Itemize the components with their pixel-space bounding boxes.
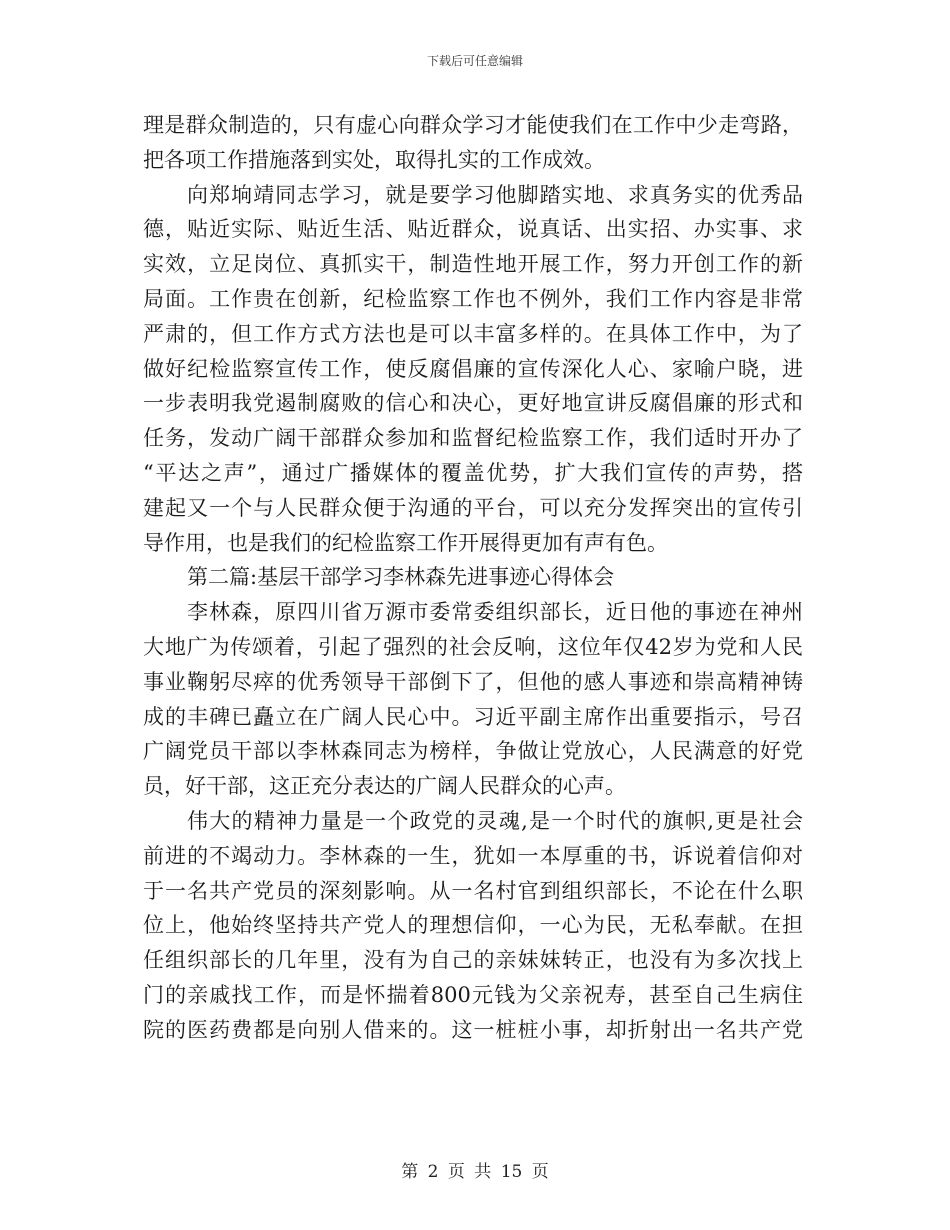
text-line: 于一名共产党员的深刻影响。从一名村官到组织部长，不论在什么职 [143,878,803,903]
text-line: “平达之声”，通过广播媒体的覆盖优势，扩大我们宣传的声势，搭 [143,460,803,485]
document-body [143,108,803,1048]
text-line: 局面。工作贵在创新，纪检监察工作也不例外，我们工作内容是非常 [143,286,803,311]
text-line: 导作用，也是我们的纪检监察工作开展得更加有声有色。 [143,530,668,555]
page-header: 下载后可任意编辑 [426,54,523,68]
text-line: 任务，发动广阔干部群众参加和监督纪检监察工作，我们适时开办了 [143,426,803,451]
text-line: 成的丰碑已矗立在广阔人民心中。习近平副主席作出重要指示，号召 [143,704,803,729]
text-line: 位上，他始终坚持共产党人的理想信仰，一心为民，无私奉献。在担 [143,913,803,938]
text-line: 伟大的精神力量是一个政党的灵魂,是一个时代的旗帜,更是社会 [187,808,803,833]
text-line: 向郑垧靖同志学习，就是要学习他脚踏实地、求真务实的优秀品 [187,182,803,207]
text-line: 第二篇:基层干部学习李林森先进事迹心得体会 [187,565,615,590]
text-line: 广阔党员干部以李林森同志为榜样，争做让党放心，人民满意的好党 [143,739,803,764]
text-line: 李林森，原四川省万源市委常委组织部长，近日他的事迹在神州 [187,600,803,625]
text-line: 实效，立足岗位、真抓实干，制造性地开展工作，努力开创工作的新 [143,252,803,277]
text-line: 员，好干部，这正充分表达的广阔人民群众的心声。 [143,774,626,799]
text-line: 一步表明我党遏制腐败的信心和决心，更好地宣讲反腐倡廉的形式和 [143,391,803,416]
text-line: 门的亲戚找工作，而是怀揣着800元钱为父亲祝寿，甚至自己生病住 [143,982,803,1007]
text-line: 严肃的，但工作方式方法也是可以丰富多样的。在具体工作中，为了 [143,321,803,346]
text-line: 德，贴近实际、贴近生活、贴近群众，说真话、出实招、办实事、求 [143,217,803,242]
text-line: 做好纪检监察宣传工作，使反腐倡廉的宣传深化人心、家喻户晓，进 [143,356,803,381]
page-footer: 第 2 页 共 15 页 [401,1162,549,1182]
text-line: 任组织部长的几年里，没有为自己的亲妹妹转正，也没有为多次找上 [143,948,803,973]
text-line: 事业鞠躬尽瘁的优秀领导干部倒下了，但他的感人事迹和崇高精神铸 [143,669,803,694]
text-line: 理是群众制造的，只有虚心向群众学习才能使我们在工作中少走弯路， [143,113,803,137]
text-line: 院的医药费都是向别人借来的。这一桩桩小事，却折射出一名共产党 [143,1017,803,1042]
text-line: 前进的不竭动力。李林森的一生，犹如一本厚重的书，诉说着信仰对 [143,843,803,868]
text-line: 建起又一个与人民群众便于沟通的平台，可以充分发挥突出的宣传引 [143,495,803,520]
text-line: 把各项工作措施落到实处，取得扎实的工作成效。 [143,147,605,172]
text-line: 大地广为传颂着，引起了强烈的社会反响，这位年仅42岁为党和人民 [143,634,803,659]
